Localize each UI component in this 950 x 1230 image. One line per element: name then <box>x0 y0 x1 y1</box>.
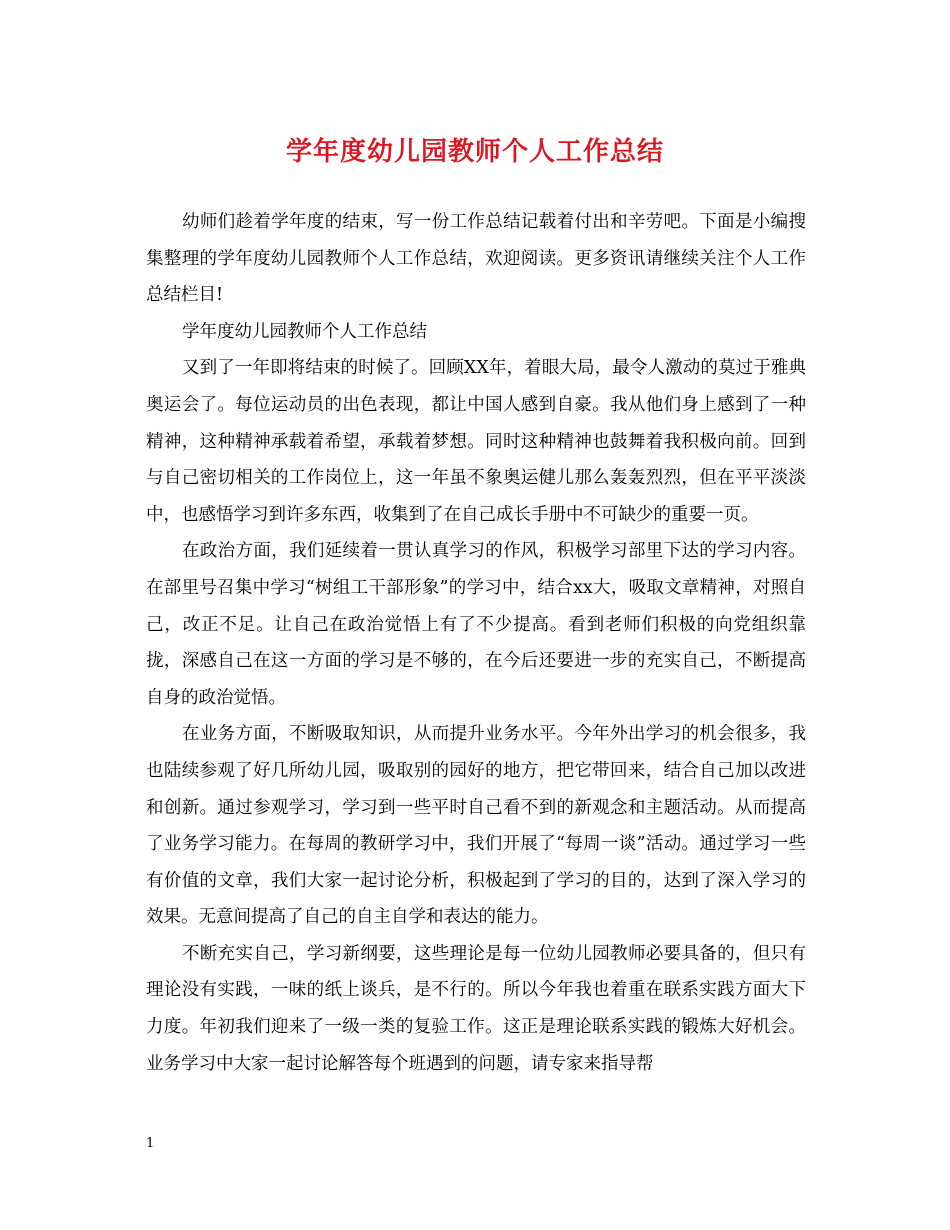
paragraph-practice: 不断充实自己，学习新纲要，这些理论是每一位幼儿园教师必要具备的，但只有理论没有实践，一味的纸上谈兵，是不行的。所以今年我也着重在联系实践方面大下力度。年初我们迎来了一级一类的复验工作。这正是理论联系实践的锻炼大好机会。业务学习中大家一起讨论解答每个班遇到的问题，请专家来指导帮 <box>146 943 806 1074</box>
paragraph-review: 又到了一年即将结束的时候了。回顾XX年，着眼大局，最令人激动的莫过于雅典奥运会了。每位运动员的出色表现，都让中国人感到自豪。我从他们身上感到了一种精神，这种精神承载着希望，承载着梦想。同时这种精神也鼓舞着我积极向前。回到与自己密切相关的工作岗位上，这一年虽不象奥运健儿那么轰轰烈烈，但在平平淡淡中，也感悟学习到许多东西，收集到了在自己成长手册中不可缺少的重要一页。 <box>146 358 806 525</box>
document-title: 学年度幼儿园教师个人工作总结 <box>285 137 664 167</box>
paragraph-politics: 在政治方面，我们延续着一贯认真学习的作风，积极学习部里下达的学习内容。在部里号召集中学习“树组工干部形象”的学习中，结合xx大，吸取文章精神，对照自己，改正不足。让自己在政治觉悟上有了不少提高。看到老师们积极的向党组织靠拢，深感自己在这一方面的学习是不够的，在今后还要进一步的充实自己，不断提高自身的政治觉悟。 <box>146 541 806 708</box>
paragraph-intro: 幼师们趁着学年度的结束，写一份工作总结记载着付出和辛劳吧。下面是小编搜集整理的学年度幼儿园教师个人工作总结，欢迎阅读。更多资讯请继续关注个人工作总结栏目! <box>146 212 806 306</box>
page-number: 1 <box>146 1136 155 1151</box>
paragraph-business: 在业务方面，不断吸取知识，从而提升业务水平。今年外出学习的机会很多，我也陆续参观了好几所幼儿园，吸取别的园好的地方，把它带回来，结合自己加以改进和创新。通过参观学习，学习到一些平时自己看不到的新观念和主题活动。从而提高了业务学习能力。在每周的教研学习中，我们开展了“每周一谈”活动。通过学习一些有价值的文章，我们大家一起讨论分析，积极起到了学习的目的，达到了深入学习的效果。无意间提高了自己的自主自学和表达的能力。 <box>146 724 806 928</box>
paragraph-subtitle: 学年度幼儿园教师个人工作总结 <box>182 321 427 342</box>
document-body <box>146 204 806 1082</box>
